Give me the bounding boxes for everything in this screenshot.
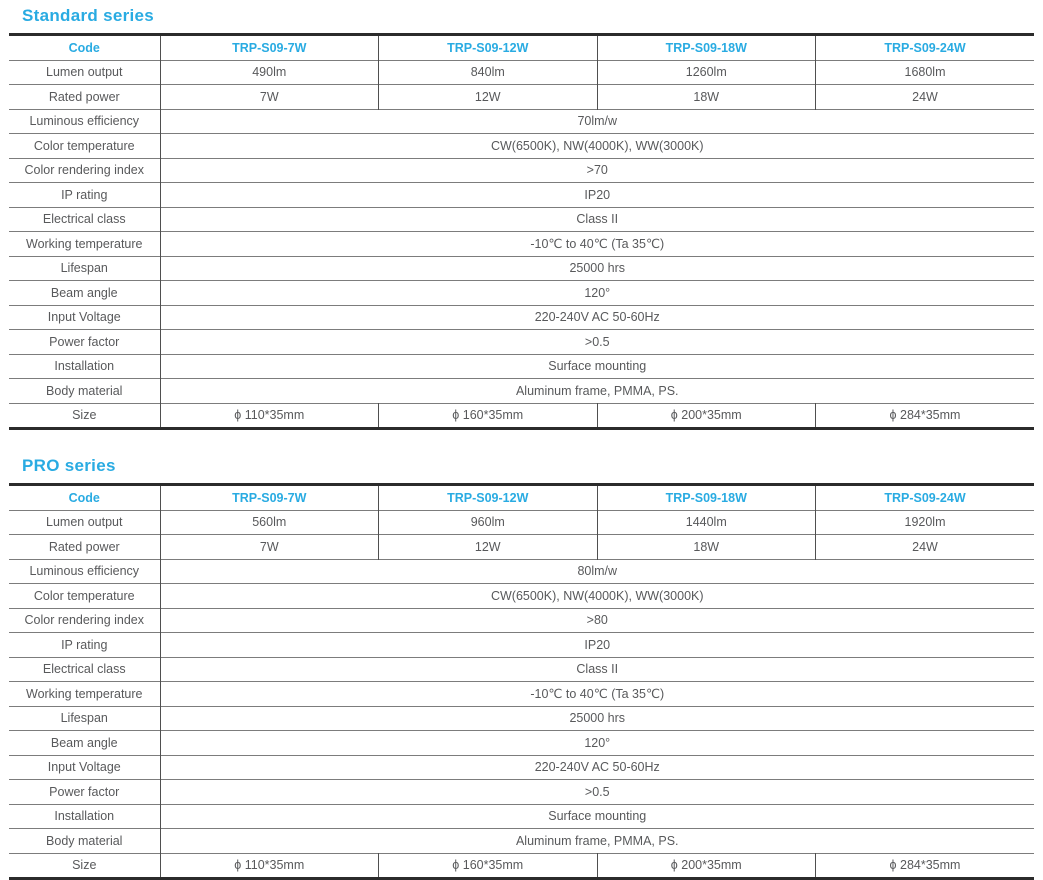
span-value-cell: Class II	[160, 657, 1034, 682]
table-header-row	[9, 485, 1034, 511]
spec-table	[9, 33, 1034, 430]
value-cell: 1440lm	[597, 510, 816, 535]
header-model-cell: TRP-S09-18W	[597, 35, 816, 61]
table-row	[9, 60, 1034, 85]
header-model-cell: TRP-S09-24W	[816, 485, 1035, 511]
table-header-row	[9, 35, 1034, 61]
header-model-cell: TRP-S09-12W	[379, 485, 598, 511]
row-label-cell: IP rating	[61, 637, 108, 652]
row-label-cell: Beam angle	[50, 285, 118, 300]
value-cell: ϕ 200*35mm	[597, 403, 816, 429]
row-label-cell: Installation	[54, 809, 115, 824]
row-label-cell: Rated power	[48, 539, 120, 554]
span-value-cell: -10℃ to 40℃ (Ta 35℃)	[160, 232, 1034, 257]
span-value-cell: IP20	[160, 183, 1034, 208]
header-model-cell: TRP-S09-12W	[379, 35, 598, 61]
row-label-cell: IP rating	[61, 187, 108, 202]
row-label-cell: Color rendering index	[24, 613, 144, 628]
table-row	[9, 134, 1034, 159]
span-value-cell: 220-240V AC 50-60Hz	[160, 755, 1034, 780]
row-label-cell: Power factor	[49, 334, 120, 349]
row-label-cell: Color temperature	[33, 588, 135, 603]
table-row	[9, 183, 1034, 208]
span-value-cell: 120°	[160, 281, 1034, 306]
header-model-cell: TRP-S09-7W	[160, 35, 379, 61]
row-label-cell: Lumen output	[46, 515, 123, 530]
value-cell: ϕ 160*35mm	[379, 853, 598, 879]
table-row	[9, 379, 1034, 404]
span-value-cell: Aluminum frame, PMMA, PS.	[160, 379, 1034, 404]
series-section	[0, 6, 1043, 430]
value-cell: 960lm	[379, 510, 598, 535]
series-section	[0, 456, 1043, 880]
row-label-cell: Lifespan	[60, 711, 108, 726]
header-model-cell: TRP-S09-7W	[160, 485, 379, 511]
table-row	[9, 755, 1034, 780]
value-cell: 12W	[379, 85, 598, 110]
value-cell: 24W	[816, 85, 1035, 110]
table-row	[9, 330, 1034, 355]
row-label-cell: Electrical class	[42, 212, 126, 227]
value-cell: 1680lm	[816, 60, 1035, 85]
header-model-cell: TRP-S09-24W	[816, 35, 1035, 61]
row-label-cell: Electrical class	[42, 662, 126, 677]
span-value-cell: IP20	[160, 633, 1034, 658]
span-value-cell: CW(6500K), NW(4000K), WW(3000K)	[160, 134, 1034, 159]
header-code-cell: Code	[68, 490, 100, 505]
table-row	[9, 731, 1034, 756]
value-cell: 490lm	[160, 60, 379, 85]
row-label-cell: Luminous efficiency	[29, 564, 140, 579]
row-label-cell: Input Voltage	[47, 760, 121, 775]
table-row	[9, 281, 1034, 306]
table-row	[9, 305, 1034, 330]
table-row	[9, 354, 1034, 379]
table-row	[9, 608, 1034, 633]
row-label-cell: Input Voltage	[47, 310, 121, 325]
table-row	[9, 633, 1034, 658]
table-row	[9, 158, 1034, 183]
row-label-cell: Working temperature	[26, 236, 143, 251]
value-cell: 18W	[597, 535, 816, 560]
value-cell: ϕ 160*35mm	[379, 403, 598, 429]
value-cell: ϕ 284*35mm	[816, 403, 1035, 429]
row-label-cell: Size	[72, 858, 97, 873]
span-value-cell: 80lm/w	[160, 559, 1034, 584]
row-label-cell: Beam angle	[50, 735, 118, 750]
table-row	[9, 109, 1034, 134]
span-value-cell: CW(6500K), NW(4000K), WW(3000K)	[160, 584, 1034, 609]
row-label-cell: Power factor	[49, 784, 120, 799]
series-title: PRO series	[22, 456, 116, 475]
table-row	[9, 682, 1034, 707]
table-row	[9, 85, 1034, 110]
row-label-cell: Installation	[54, 359, 115, 374]
span-value-cell: >70	[160, 158, 1034, 183]
span-value-cell: Surface mounting	[160, 354, 1034, 379]
span-value-cell: -10℃ to 40℃ (Ta 35℃)	[160, 682, 1034, 707]
row-label-cell: Body material	[46, 383, 123, 398]
value-cell: 7W	[160, 85, 379, 110]
table-row	[9, 657, 1034, 682]
table-row	[9, 403, 1034, 429]
tables-root	[0, 6, 1043, 880]
span-value-cell: 70lm/w	[160, 109, 1034, 134]
table-row	[9, 706, 1034, 731]
span-value-cell: 220-240V AC 50-60Hz	[160, 305, 1034, 330]
value-cell: 560lm	[160, 510, 379, 535]
row-label-cell: Body material	[46, 833, 123, 848]
table-row	[9, 256, 1034, 281]
span-value-cell: 25000 hrs	[160, 706, 1034, 731]
row-label-cell: Luminous efficiency	[29, 114, 140, 129]
table-row	[9, 780, 1034, 805]
value-cell: 12W	[379, 535, 598, 560]
row-label-cell: Rated power	[48, 89, 120, 104]
value-cell: 840lm	[379, 60, 598, 85]
series-title: Standard series	[22, 6, 155, 25]
value-cell: ϕ 110*35mm	[160, 403, 379, 429]
value-cell: 18W	[597, 85, 816, 110]
span-value-cell: >0.5	[160, 780, 1034, 805]
span-value-cell: Class II	[160, 207, 1034, 232]
span-value-cell: Aluminum frame, PMMA, PS.	[160, 829, 1034, 854]
spec-table	[9, 483, 1034, 880]
span-value-cell: >0.5	[160, 330, 1034, 355]
table-row	[9, 510, 1034, 535]
span-value-cell: 25000 hrs	[160, 256, 1034, 281]
value-cell: 24W	[816, 535, 1035, 560]
value-cell: ϕ 284*35mm	[816, 853, 1035, 879]
row-label-cell: Lifespan	[60, 261, 108, 276]
header-code-cell: Code	[68, 40, 100, 55]
row-label-cell: Color rendering index	[24, 163, 144, 178]
table-row	[9, 207, 1034, 232]
span-value-cell: Surface mounting	[160, 804, 1034, 829]
value-cell: ϕ 110*35mm	[160, 853, 379, 879]
value-cell: 7W	[160, 535, 379, 560]
row-label-cell: Lumen output	[46, 65, 123, 80]
table-row	[9, 829, 1034, 854]
row-label-cell: Size	[72, 408, 97, 423]
row-label-cell: Color temperature	[33, 138, 135, 153]
table-row	[9, 853, 1034, 879]
header-model-cell: TRP-S09-18W	[597, 485, 816, 511]
span-value-cell: 120°	[160, 731, 1034, 756]
table-row	[9, 584, 1034, 609]
value-cell: 1920lm	[816, 510, 1035, 535]
span-value-cell: >80	[160, 608, 1034, 633]
table-row	[9, 232, 1034, 257]
row-label-cell: Working temperature	[26, 686, 143, 701]
table-row	[9, 559, 1034, 584]
value-cell: ϕ 200*35mm	[597, 853, 816, 879]
table-row	[9, 804, 1034, 829]
table-row	[9, 535, 1034, 560]
value-cell: 1260lm	[597, 60, 816, 85]
